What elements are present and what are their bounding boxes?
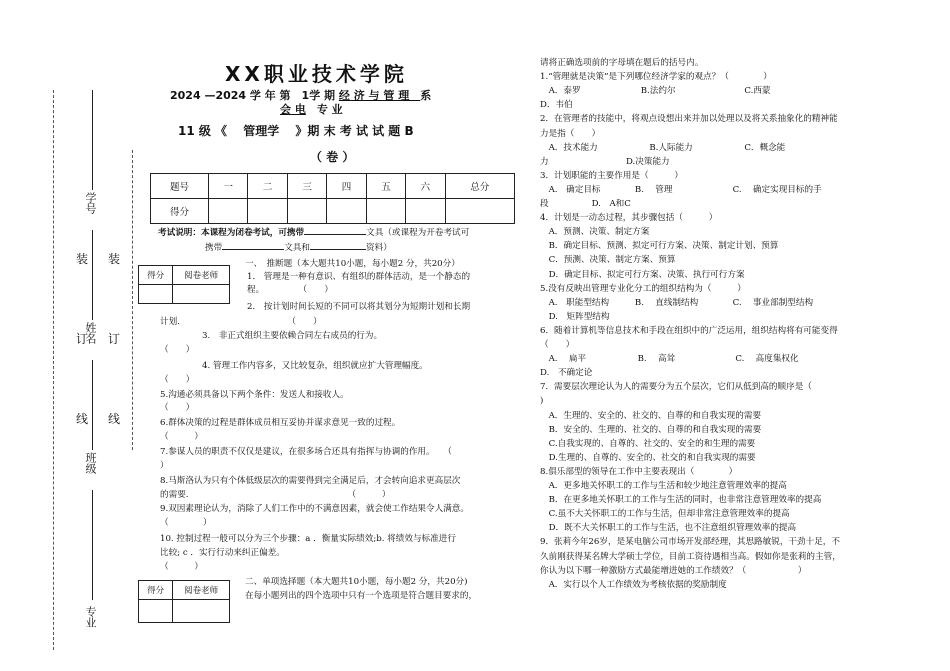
question-text: 7.参谋人员的职责不仅仅是建议，在很多场合还具有指挥与协调的作用。 （ — [160, 447, 452, 457]
question-line: B．在更多地关怀职工的工作与生活的同时，也非常注意管理效率的提高 — [540, 495, 822, 506]
question-line: A．实行以个人工作绩效为考核依据的奖励制度 — [540, 579, 727, 590]
student-id-line[interactable] — [92, 90, 93, 190]
department-suffix: 系 — [420, 89, 432, 102]
instructions-text: 文具（或课程为开卷考试可 — [366, 228, 470, 238]
student-id-label: 学号 — [84, 192, 97, 214]
score-header-cell: 四 — [327, 174, 366, 199]
question-text: 的需要. （ ） — [160, 490, 391, 500]
major-label: 专业 — [84, 606, 97, 628]
question-line: B．确定目标、预测、拟定可行方案、决策、制定计划、预算 — [540, 241, 779, 252]
section-intro: 在每小题列出的四个选项中只有一个选项是符合题目要求的， — [245, 591, 478, 601]
grader-box-label: 得分 — [139, 266, 173, 285]
instructions-text: 携带 — [205, 243, 223, 253]
question-text: （ ） — [160, 403, 195, 413]
question-line: A. 确定目标 B. 管理 C. 确定实现目标的手 — [540, 184, 822, 195]
score-cell[interactable] — [366, 199, 405, 224]
paper-label: （ 卷 ） — [310, 150, 355, 164]
grader-sign-cell[interactable] — [173, 600, 230, 623]
blank-field[interactable] — [222, 249, 284, 250]
exam-title: 11 级 《 管理学 》期 末 考 试 试 题 B — [178, 124, 414, 138]
question-line: C．预测、决策、制定方案、预算 — [540, 255, 676, 266]
question-line: 久前刚获得某名牌大学硕士学位，目前工资待遇相当高。假如你是张莉的主管， — [540, 551, 841, 562]
question-text: 2． 按计划时间长短的不同可以将其划分为短期计划和长期 — [247, 302, 471, 312]
grader-box — [138, 265, 230, 304]
question-text: ） — [160, 461, 169, 471]
name-label: 姓名 — [84, 322, 97, 344]
question-text: （ ） — [160, 345, 195, 355]
question-line: （ ） — [540, 340, 575, 350]
grader-box-label: 得分 — [139, 581, 173, 600]
question-line: D. 矩阵型结构 — [540, 311, 610, 322]
question-text: （ ） — [160, 518, 212, 528]
grader-box-label: 阅卷老师 — [173, 266, 230, 285]
score-cell[interactable] — [248, 199, 287, 224]
question-text: 6.群体决策的过程是群体成员相互妥协并谋求意见一致的过程。 — [160, 418, 401, 428]
major-line[interactable] — [92, 490, 93, 600]
question-line: 7．需要层次理论认为人的需要分为五个层次，它们从低到高的顺序是（ — [540, 382, 812, 393]
question-line: 段 D. A和C — [540, 199, 631, 209]
question-text: 1． 管理是一种有意识、有组织的群体活动，是一个静态的 — [247, 272, 471, 282]
major-suffix: 专 业 — [316, 103, 343, 116]
section-title: 一、 推断题（本大题共10小题，每小题2 分，共20分） — [245, 259, 460, 269]
question-line: D．既不大关怀职工的工作与生活，也不注意组织管理效率的提高 — [540, 523, 797, 534]
instructions-text: 考试说明：本课程为闭卷考试，可携带 — [158, 228, 305, 238]
grader-box-label: 阅卷老师 — [173, 581, 230, 600]
binding-char: 订 — [76, 332, 89, 346]
question-text: 计划. （ ） — [160, 317, 322, 327]
question-line: C.虽不大关怀职工的工作与生活，但却非常注意管理效率的提高 — [540, 509, 790, 520]
question-text: 3. 非正式组织主要依赖合同左右成员的行为。 — [202, 331, 383, 341]
binding-char: 装 — [76, 252, 89, 266]
question-text: 4. 管理工作内容多，又比较复杂，组织就应扩大管理幅度。 — [202, 361, 428, 371]
question-line: A．生理的、安全的、社交的、自尊的和自我实现的需要 — [540, 410, 762, 421]
question-line: B．安全的、生理的、社交的、自尊的和自我实现的需要 — [540, 424, 762, 435]
section-title: 二、单项选择题（本大题共10小题，每小题2 分，共20分) — [245, 577, 468, 587]
class-label: 班级 — [84, 452, 97, 474]
question-line: A. 扁平 B. 高耸 C. 高度集权化 — [540, 354, 799, 365]
school-title: XX职业技术学院 — [225, 62, 408, 86]
semester-text: 2024 —2024 学 年 第 1学 期 — [170, 89, 339, 102]
score-header-cell: 六 — [406, 174, 445, 199]
score-header-cell: 总分 — [445, 174, 514, 199]
binding-char: 线 — [108, 412, 121, 426]
score-table-header-row — [151, 174, 515, 199]
score-header-cell: 五 — [366, 174, 405, 199]
binding-line-left — [53, 90, 54, 650]
question-line: 8.俱乐部型的领导在工作中主要表现出（ ） — [540, 466, 738, 477]
question-line: ) — [540, 396, 544, 407]
question-text: 5.沟通必须具备以下两个条件：发送人和接收人。 — [160, 390, 349, 400]
question-line: 力 D.决策能力 — [540, 156, 670, 167]
score-cell[interactable] — [406, 199, 445, 224]
binding-line-right — [132, 150, 133, 450]
question-text: 程。 （ ） — [247, 285, 333, 295]
question-line: 你认为以下哪一种激励方式最能增进她的工作绩效？（ ） — [540, 565, 807, 576]
score-header-cell: 一 — [209, 174, 248, 199]
score-header-cell: 二 — [248, 174, 287, 199]
score-cell[interactable] — [445, 199, 514, 224]
blank-field[interactable] — [310, 249, 366, 250]
question-text: 8.马斯洛认为只有个体低级层次的需要得到完全满足后，才会转向追求更高层次 — [160, 476, 461, 486]
question-line: 1.“管理就是决策”是下列哪位经济学家的观点？（ ） — [540, 72, 772, 83]
question-line: C.自我实现的、自尊的、社交的、安全的和生理的需要 — [540, 438, 756, 449]
name-line[interactable] — [92, 230, 93, 320]
question-line: D．确定目标、拟定可行方案、决策、执行可行方案 — [540, 269, 745, 280]
major-line-header — [280, 101, 343, 117]
grader-box — [138, 580, 230, 623]
major-name: 会 电 — [280, 103, 306, 116]
score-table — [150, 173, 515, 224]
question-line: A．预测、决策、制定方案 — [540, 227, 650, 238]
grader-score-cell[interactable] — [139, 600, 173, 623]
question-line: A．更多地关怀职工的工作与生活和较少地注意管理效率的提高 — [540, 481, 787, 491]
score-cell[interactable] — [287, 199, 326, 224]
question-text: 10. 控制过程一般可以分为三个步骤：a ．衡量实际绩效;b. 将绩效与标准进行 — [160, 534, 456, 544]
question-line: D．韦伯 — [540, 100, 573, 111]
grader-sign-cell[interactable] — [173, 285, 230, 304]
question-line: 6．随着计算机等信息技术和手段在组织中的广泛运用，组织结构将有可能变得 — [540, 325, 838, 336]
question-text: （ ） — [160, 562, 203, 572]
binding-char: 装 — [108, 252, 121, 266]
binding-char: 订 — [108, 332, 121, 346]
score-header-cell: 题号 — [151, 174, 209, 199]
grader-score-cell[interactable] — [139, 285, 173, 304]
question-line: A．技术能力 B.人际能力 C．概念能 — [540, 142, 786, 153]
question-text: 比较; c ．实行行动来纠正偏差。 — [160, 548, 285, 558]
class-line[interactable] — [92, 360, 93, 450]
score-cell[interactable] — [209, 199, 248, 224]
question-line: D.生理的、自尊的、安全的、社交的和自我实现的需要 — [540, 452, 756, 463]
exam-instructions-line1 — [158, 227, 469, 240]
question-line: A．泰罗 B.法约尔 C.西蒙 — [540, 86, 771, 97]
question-line: 4．计划是一动态过程，其步骤包括（ ） — [540, 213, 718, 224]
score-row-label: 得分 — [151, 199, 209, 224]
question-line: 力是指（ ） — [540, 128, 601, 139]
instructions-text: 文具和 — [284, 243, 310, 253]
question-text: （ ） — [160, 375, 195, 385]
question-text: （ ） — [160, 432, 203, 442]
department-name: 经 济 与 管 理 — [338, 89, 421, 102]
score-header-cell: 三 — [287, 174, 326, 199]
question-text: 9.双因素理论认为，消除了人们工作中的不满意因素，就会使工作结果令人满意。 — [160, 504, 469, 514]
question-line: 请将正确选项前的字母填在题后的括号内。 — [540, 58, 704, 68]
instructions-text: 资料） — [366, 243, 392, 253]
question-line: 5.没有反映出管理专业化分工的组织结构为（ ） — [540, 283, 746, 294]
exam-instructions-line2 — [205, 242, 392, 255]
binding-char: 线 — [76, 412, 89, 426]
question-line: 3．计划职能的主要作用是（ ） — [540, 170, 683, 181]
score-table-score-row — [151, 199, 515, 224]
question-line: 9．张莉今年26岁，是某电脑公司市场开发部经理，其思路敏锐，干劲十足，不 — [540, 537, 840, 548]
score-cell[interactable] — [327, 199, 366, 224]
question-line: D. 不确定论 — [540, 368, 593, 379]
question-line: A. 职能型结构 B. 直线制结构 C. 事业部制型结构 — [540, 297, 814, 308]
blank-field[interactable] — [304, 234, 366, 235]
question-line: 2．在管理者的技能中，将观点设想出来并加以处理以及将关系抽象化的精神能 — [540, 114, 838, 125]
